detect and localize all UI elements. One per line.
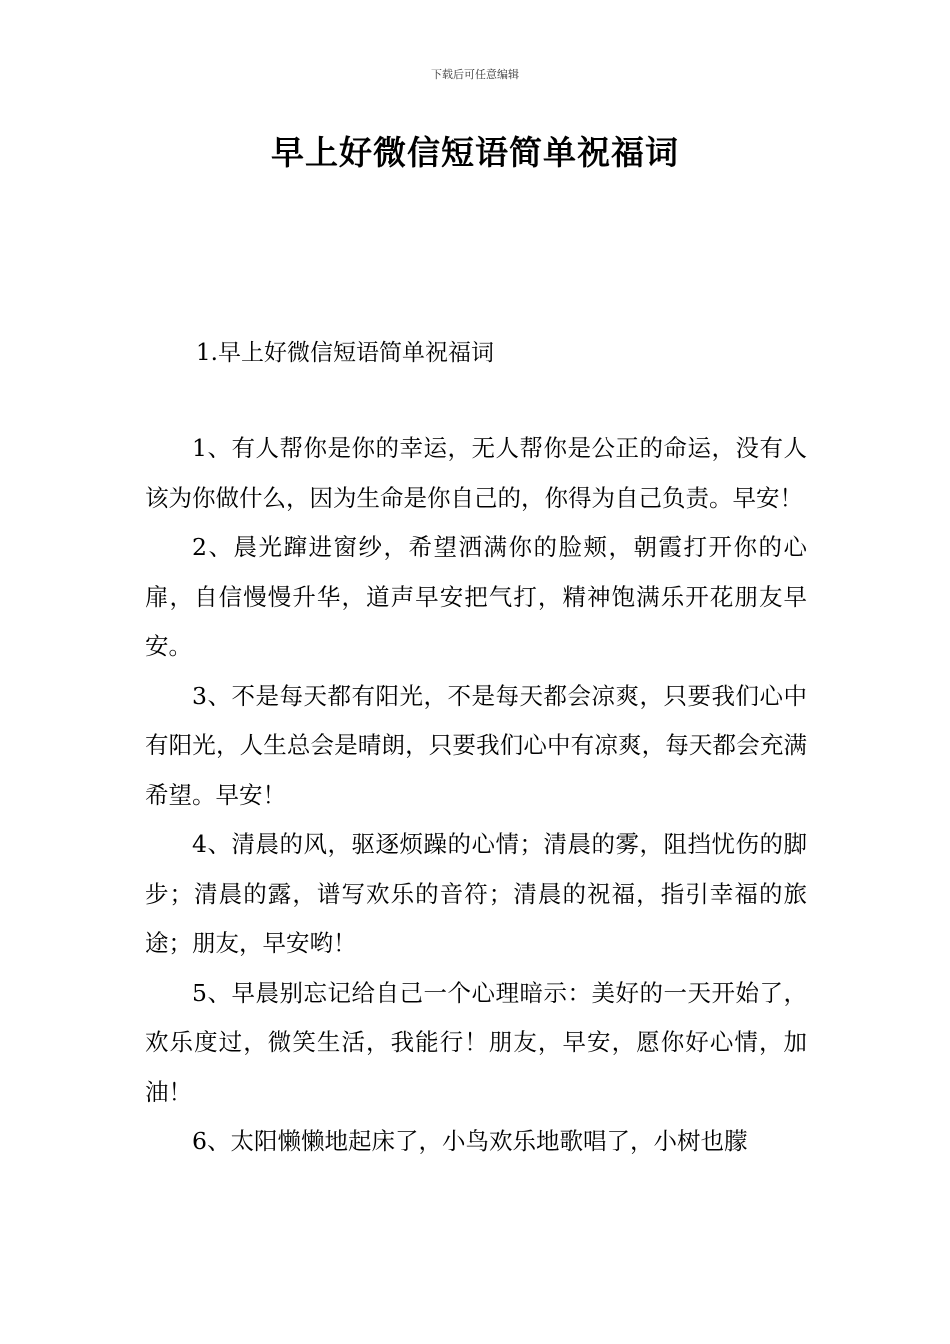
paragraph-4: 4、清晨的风，驱逐烦躁的心情；清晨的雾，阻挡忧伤的脚步；清晨的露，谱写欢乐的音符；清晨的祝福，指引幸福的旅途；朋友，早安哟！ [145,830,807,957]
document-title: 早上好微信短语简单祝福词 [271,133,679,172]
paragraph-2: 2、晨光蹿进窗纱，希望洒满你的脸颊，朝霞打开你的心扉，自信慢慢升华，道声早安把气打，精神饱满乐开花朋友早安。 [145,533,807,660]
section-heading: 1.早上好微信短语简单祝福词 [196,340,494,366]
header-note: 下载后可任意编辑 [431,68,519,81]
paragraph-6: 6、太阳懒懒地起床了，小鸟欢乐地歌唱了，小树也朦 [192,1127,748,1155]
paragraph-3: 3、不是每天都有阳光，不是每天都会凉爽，只要我们心中有阳光，人生总会是晴朗，只要我们心中有凉爽，每天都会充满希望。早安！ [145,681,807,809]
body-text [145,424,807,1167]
paragraph-5: 5、早晨别忘记给自己一个心理暗示：美好的一天开始了，欢乐度过，微笑生活，我能行！朋友，早安，愿你好心情，加油！ [145,978,807,1106]
paragraph-1: 1、有人帮你是你的幸运，无人帮你是公正的命运，没有人该为你做什么，因为生命是你自己的，你得为自己负责。早安！ [145,434,807,512]
